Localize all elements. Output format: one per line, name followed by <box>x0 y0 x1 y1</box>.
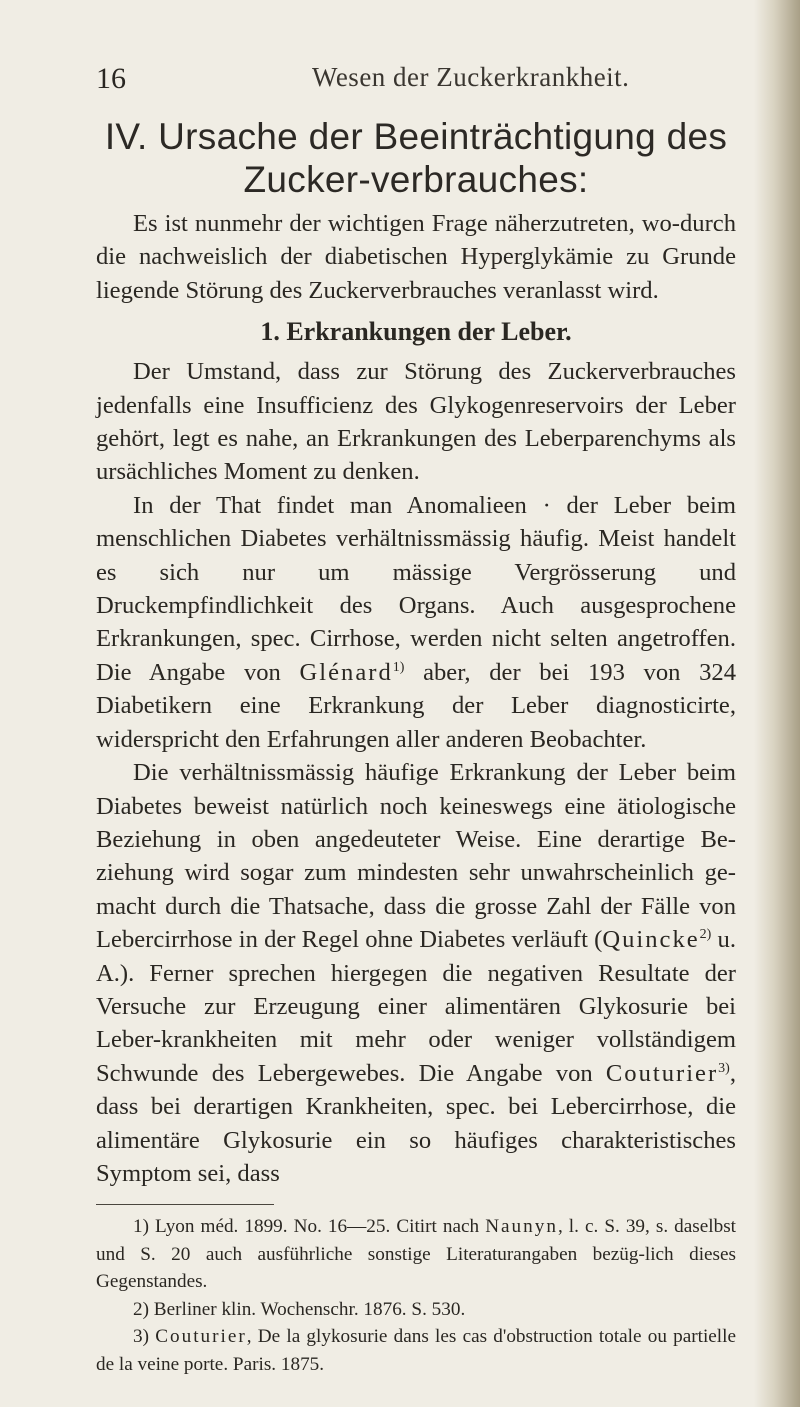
subsection-heading: 1. Erkrankungen der Leber. <box>260 317 572 347</box>
page-header <box>96 62 736 102</box>
paragraph-2-text-b: aber, der bei 193 von 324 Diabetikern eine Erkrankung der Leber diagnosticirte, widerspricht den Erfahrungen aller anderen Beobachter. <box>96 658 736 753</box>
footnote-2: 2) Berliner klin. Wochenschr. 1876. S. 530. <box>133 1298 466 1320</box>
paragraph-3-text-a: Die verhältnissmässig häufige Erkrankung der Leber beim Diabetes beweist natürlich noch keineswegs eine ätiologische Beziehung in oben angedeuteter Weise. Eine derartige Be-ziehung wird sogar zum mindesten sehr unwahrscheinlich ge-macht durch die Thatsache, dass die grosse Zahl der Fälle von Lebercirrhose in der Regel ohne Diabetes verläuft ( <box>96 759 736 954</box>
paragraph-2 <box>96 489 736 756</box>
footnote-3-number: 3) <box>133 1326 149 1348</box>
author-couturier: Couturier <box>605 1059 719 1087</box>
paragraph-3-text-c: , dass bei derartigen Krankheiten, spec. bei Lebercirrhose, die alimentäre Glykosurie ein so häufiges charakteristisches Symptom sei, dass <box>96 1059 736 1187</box>
footnote-1 <box>96 1213 736 1296</box>
footnote-3 <box>96 1323 736 1378</box>
paragraph-1: Der Umstand, dass zur Störung des Zuckerverbrauches jedenfalls eine Insufficienz des Glykogenreservoirs der Leber gehört, legt es nahe, an Erkrankungen des Leberparenchyms als ursächliches Moment zu denken. <box>96 358 736 486</box>
paragraph-2-text-a: In der That findet man Anomalieen · der Leber beim menschlichen Diabetes verhältnissmässig häufig. Meist handelt es sich nur um mässige Vergrösserung und Druckempfindlichkeit des Organs. Auch ausgesprochene Erkrankungen, spec. Cirrhose, werden nicht selten angetroffen. Die Angabe von <box>96 491 736 686</box>
footnote-rule <box>96 1204 274 1205</box>
footnote-ref-2: 2) <box>699 927 712 943</box>
paragraph-3 <box>96 756 736 1190</box>
footnote-1-text-a: 1) Lyon méd. 1899. No. 16—25. Citirt nach <box>133 1216 480 1238</box>
running-title: Wesen der Zuckerkrankheit. <box>312 62 630 92</box>
author-glenard: Glénard <box>299 658 393 686</box>
section-intro: Es ist nunmehr der wichtigen Frage näherzutreten, wo-durch die nachweislich der diabetischen Hyperglykämie zu Grunde liegende Störung des Zuckerverbrauches veranlasst wird. <box>96 210 736 304</box>
footnote-3-text-b: , De la glykosurie dans les cas d'obstruction totale ou partielle de la veine porte. Paris. 1875. <box>96 1326 736 1375</box>
footnote-3-author: Couturier <box>155 1326 247 1348</box>
page-edge-shadow <box>754 0 800 1407</box>
page-number: 16 <box>96 62 126 95</box>
author-quincke: Quincke <box>602 926 700 954</box>
footnote-ref-3: 3) <box>718 1060 730 1076</box>
footnote-1-author: Naunyn <box>485 1216 558 1238</box>
footnote-ref-1: 1) <box>392 659 405 675</box>
footnote-1-text-b: , l. c. S. 39, s. daselbst und S. 20 auch ausführliche sonstige Literaturangaben bezüg-lich dieses Gegenstandes. <box>96 1216 737 1293</box>
page-body <box>96 115 736 1378</box>
paragraph-3-text-b: u. A.). Ferner sprechen hiergegen die negativen Resultate der Versuche zur Erzeugung einer alimentären Glykosurie bei Leber-krankheiten mit mehr oder weniger vollständigem Schwunde des Lebergewebes. Die Angabe von <box>96 926 736 1087</box>
section-heading: IV. Ursache der Beeinträchtigung des Zucker-verbrauches: <box>104 116 728 200</box>
